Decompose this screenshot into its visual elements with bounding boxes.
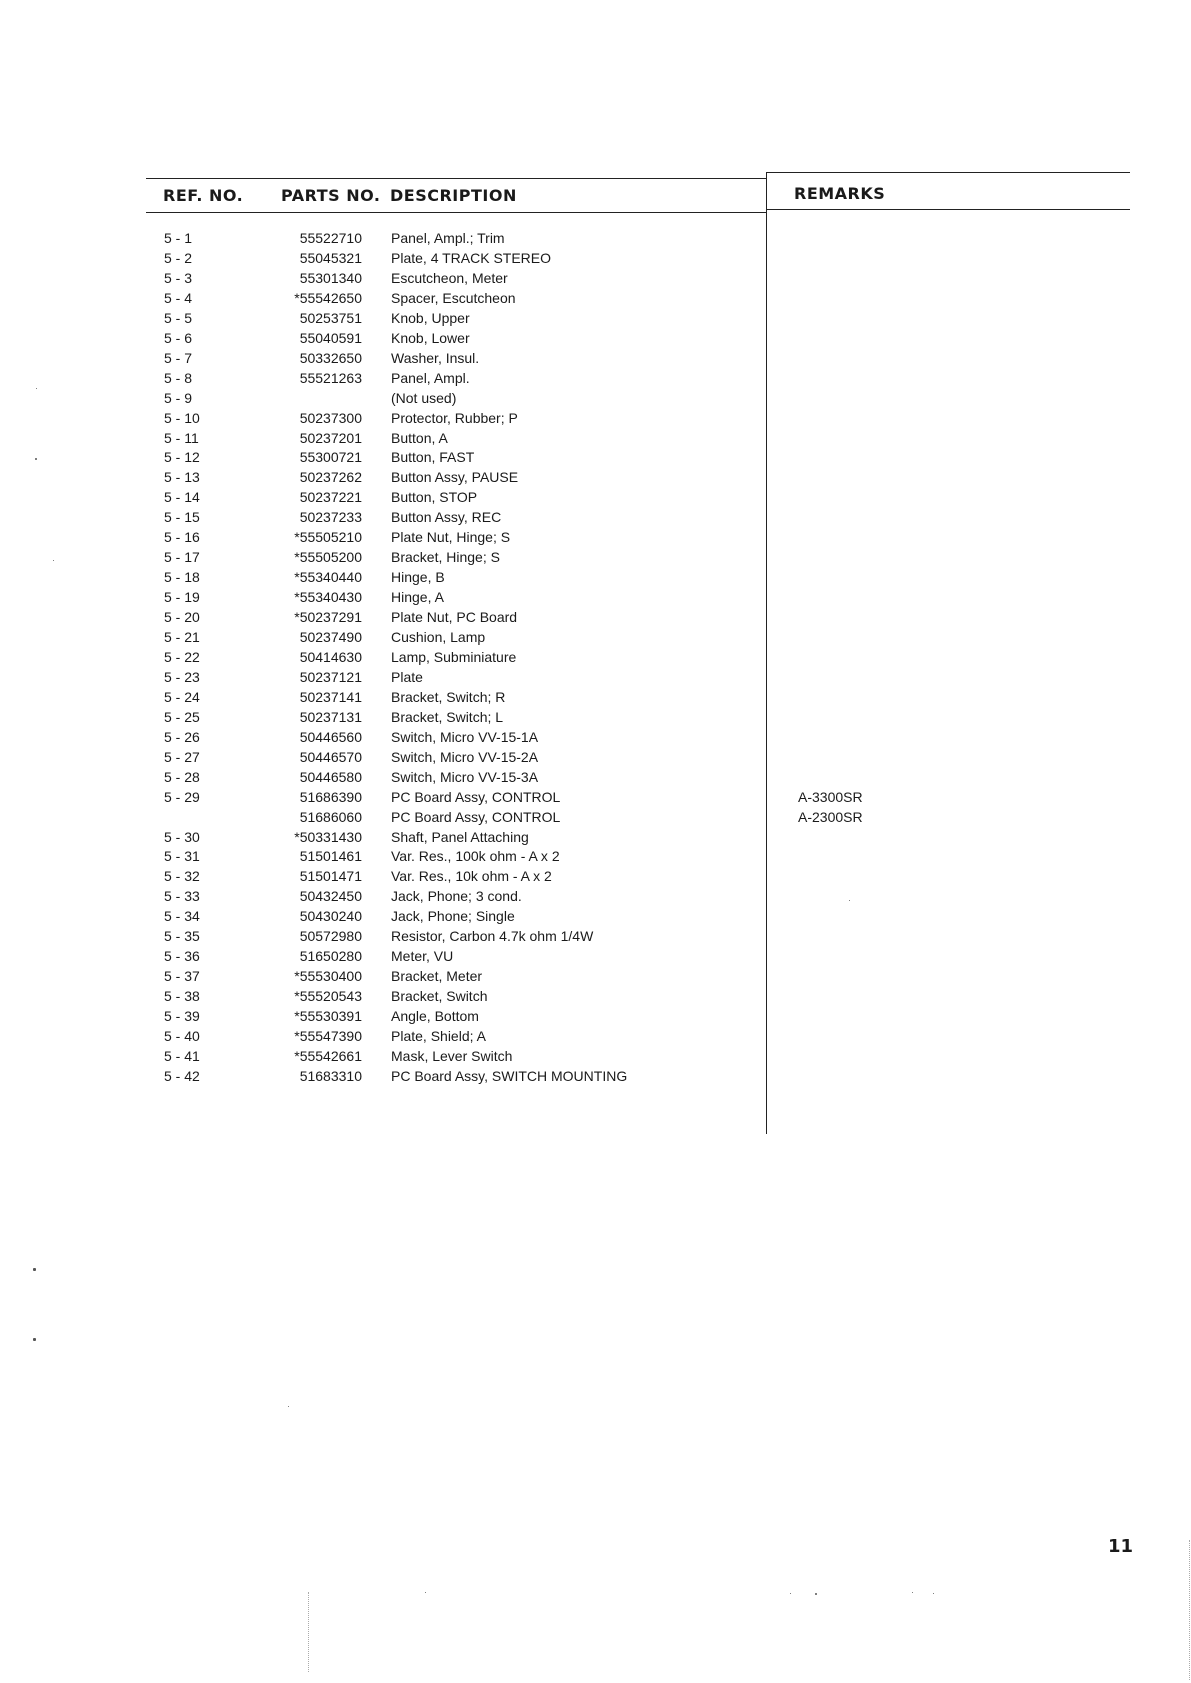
ref-no-cell: 5 - 40 [164,1028,200,1044]
table-row [0,747,1191,767]
parts-no-cell: *55530391 [294,1008,362,1025]
table-row [0,1006,1191,1026]
scan-speck [33,1268,36,1271]
parts-no-cell: 51686060 [299,808,362,825]
parts-no-cell: *55340430 [294,589,362,606]
table-row [0,447,1191,467]
parts-no-cell: *55542650 [294,289,362,306]
table-row [0,1026,1191,1046]
top-rule-left [146,178,766,179]
description-cell: Shaft, Panel Attaching [391,828,529,845]
table-row [0,388,1191,408]
parts-no-cell: 50253751 [299,309,362,326]
ref-no-cell: 5 - 4 [164,289,193,306]
ref-no-cell: 5 - 12 [164,449,200,466]
scan-speck [933,1593,934,1594]
remarks-cell: A-3300SR [798,788,863,805]
ref-no-cell: 5 - 17 [164,549,200,566]
parts-no-cell: 50446570 [299,748,362,765]
table-row [0,248,1191,268]
table-row [0,487,1191,507]
ref-no-cell: 5 - 30 [164,828,200,845]
description-cell: Plate Nut, PC Board [391,609,518,626]
scan-speck [790,1593,791,1594]
table-row [0,866,1191,886]
table-row [0,827,1191,847]
header-parts-no: PARTS NO. [281,186,381,205]
ref-no-cell: 5 - 8 [164,369,193,386]
ref-no-cell: 5 - 25 [164,708,200,725]
table-row [0,846,1191,866]
parts-no-cell: *55520543 [294,988,362,1005]
table-row [0,1046,1191,1066]
table-row [0,607,1191,627]
description-cell: Plate Nut, Hinge; S [391,529,511,546]
ref-no-cell: 5 - 29 [164,788,200,805]
table-row [0,268,1191,288]
table-row [0,946,1191,966]
ref-no-cell: 5 - 1 [164,230,193,246]
scan-speck [35,458,37,460]
parts-no-cell: *55505200 [294,549,362,566]
scan-speck [849,900,850,901]
ref-no-cell: 5 - 9 [164,389,193,406]
parts-no-cell: 50237221 [299,489,362,506]
parts-no-cell: 51501461 [299,848,362,865]
ref-no-cell: 5 - 16 [164,529,200,546]
description-cell: PC Board Assy, CONTROL [391,808,561,825]
table-row [0,348,1191,368]
ref-no-cell: 5 - 28 [164,768,200,785]
description-cell: Button Assy, PAUSE [391,469,519,486]
ref-no-cell: 5 - 35 [164,928,200,945]
scan-speck [912,1592,913,1593]
description-cell: Plate, Shield; A [391,1028,486,1044]
ref-no-cell: 5 - 27 [164,748,200,765]
description-cell: Switch, Micro VV-15-3A [391,768,539,785]
parts-no-cell: *55547390 [294,1028,362,1044]
ref-no-cell: 5 - 13 [164,469,200,486]
description-cell: Switch, Micro VV-15-2A [391,748,539,765]
parts-no-cell: 55522710 [299,230,362,246]
description-cell: Angle, Bottom [391,1008,479,1025]
header-bottom-rule-right [766,209,1130,210]
parts-no-cell: *50237291 [294,609,362,626]
parts-no-cell: 50414630 [299,648,362,665]
table-row [0,308,1191,328]
scan-speck [815,1593,817,1595]
scan-speck [36,388,37,389]
table-row [0,587,1191,607]
parts-no-cell: 55521263 [299,369,362,386]
scan-dotted-mark [308,1592,309,1672]
parts-no-cell: 50332650 [299,349,362,366]
description-cell: Plate, 4 TRACK STEREO [391,249,552,266]
description-cell: Button, FAST [391,449,475,466]
scan-speck [33,1338,36,1341]
description-cell: PC Board Assy, CONTROL [391,788,561,805]
ref-no-cell: 5 - 3 [164,269,193,286]
table-row [0,926,1191,946]
table-row [0,647,1191,667]
ref-no-cell: 5 - 7 [164,349,193,366]
table-row [0,328,1191,348]
scan-speck [425,1592,426,1593]
table-row [0,667,1191,687]
parts-no-cell: 50237131 [299,708,362,725]
description-cell: Knob, Lower [391,329,470,346]
table-row [0,627,1191,647]
table-row [0,906,1191,926]
description-cell: Panel, Ampl. [391,369,470,386]
ref-no-cell: 5 - 18 [164,569,200,586]
description-cell: Bracket, Meter [391,968,483,985]
scan-dotted-mark [1189,1540,1190,1680]
description-cell: Jack, Phone; 3 cond. [391,888,522,905]
table-row [0,1066,1191,1086]
parts-no-cell: 50237233 [299,509,362,526]
table-row [0,807,1191,827]
ref-no-cell: 5 - 10 [164,409,200,426]
parts-no-cell: 51686390 [299,788,362,805]
table-row [0,767,1191,787]
description-cell: PC Board Assy, SWITCH MOUNTING [391,1067,628,1084]
table-row [0,467,1191,487]
description-cell: Plate [391,668,423,685]
description-cell: Knob, Upper [391,309,470,326]
description-cell: Bracket, Hinge; S [391,549,500,566]
ref-no-cell: 5 - 24 [164,688,200,705]
ref-no-cell: 5 - 22 [164,648,200,665]
parts-no-cell: 50446560 [299,728,362,745]
table-row [0,966,1191,986]
description-cell: Protector, Rubber; P [391,409,518,426]
parts-no-cell: 50432450 [299,888,362,905]
parts-no-cell: *55530400 [294,968,362,985]
remarks-cell: A-2300SR [798,808,863,825]
table-row [0,886,1191,906]
parts-no-cell: 50446580 [299,768,362,785]
header-bottom-rule-left [146,212,766,213]
description-cell: Jack, Phone; Single [391,908,515,925]
description-cell: Hinge, A [391,589,444,606]
top-rule-right [766,172,1130,173]
ref-no-cell: 5 - 38 [164,988,200,1005]
parts-no-cell: *55542661 [294,1047,362,1064]
parts-no-cell: 50237300 [299,409,362,426]
table-row [0,547,1191,567]
ref-no-cell: 5 - 32 [164,868,200,885]
parts-no-cell: 50237262 [299,469,362,486]
description-cell: Meter, VU [391,948,454,965]
description-cell: Spacer, Escutcheon [391,289,516,306]
parts-no-cell: 50237201 [299,429,362,446]
table-row [0,527,1191,547]
description-cell: Lamp, Subminiature [391,648,517,665]
header-remarks: REMARKS [794,184,886,203]
ref-no-cell: 5 - 31 [164,848,200,865]
ref-no-cell: 5 - 37 [164,968,200,985]
header-description: DESCRIPTION [390,186,517,205]
description-cell: Bracket, Switch; R [391,688,506,705]
ref-no-cell: 5 - 26 [164,728,200,745]
ref-no-cell: 5 - 6 [164,329,193,346]
description-cell: Washer, Insul. [391,349,480,366]
description-cell: Button, STOP [391,489,478,506]
table-row [0,428,1191,448]
parts-no-cell: 55045321 [299,249,362,266]
description-cell: Button, A [391,429,448,446]
header-ref-no: REF. NO. [163,186,244,205]
ref-no-cell: 5 - 36 [164,948,200,965]
parts-no-cell: 55040591 [299,329,362,346]
description-cell: Bracket, Switch [391,988,488,1005]
ref-no-cell: 5 - 34 [164,908,200,925]
description-cell: Var. Res., 100k ohm - A x 2 [391,848,560,865]
ref-no-cell: 5 - 15 [164,509,200,526]
description-cell: Switch, Micro VV-15-1A [391,728,539,745]
table-row [0,787,1191,807]
ref-no-cell: 5 - 42 [164,1067,200,1084]
ref-no-cell: 5 - 11 [164,429,199,446]
parts-no-cell: *55505210 [294,529,362,546]
description-cell: Var. Res., 10k ohm - A x 2 [391,868,552,885]
description-cell: Button Assy, REC [391,509,502,526]
parts-no-cell: 55300721 [299,449,362,466]
ref-no-cell: 5 - 14 [164,489,200,506]
description-cell: Cushion, Lamp [391,629,486,645]
table-row [0,727,1191,747]
table-row [0,687,1191,707]
parts-no-cell: 50237121 [299,668,362,685]
description-cell: Bracket, Switch; L [391,708,504,725]
ref-no-cell: 5 - 20 [164,609,200,626]
table-row [0,986,1191,1006]
description-cell: Resistor, Carbon 4.7k ohm 1/4W [391,928,594,945]
ref-no-cell: 5 - 21 [164,629,200,645]
parts-no-cell: 51501471 [299,868,362,885]
description-cell: Mask, Lever Switch [391,1047,513,1064]
table-row [0,507,1191,527]
parts-no-cell: 51650280 [299,948,362,965]
parts-no-cell: 50237490 [299,629,362,645]
parts-no-cell: 50237141 [299,688,362,705]
parts-no-cell: 51683310 [299,1067,362,1084]
page-number: 11 [1108,1536,1134,1557]
scan-speck [53,560,54,561]
ref-no-cell: 5 - 23 [164,668,200,685]
parts-no-cell: 50572980 [299,928,362,945]
table-row [0,408,1191,428]
table-row [0,567,1191,587]
ref-no-cell: 5 - 2 [164,249,193,266]
description-cell: Escutcheon, Meter [391,269,508,286]
description-cell: Panel, Ampl.; Trim [391,230,505,246]
table-row [0,228,1191,248]
table-row [0,707,1191,727]
ref-no-cell: 5 - 33 [164,888,200,905]
description-cell: (Not used) [391,389,457,406]
parts-no-cell: *55340440 [294,569,362,586]
ref-no-cell: 5 - 41 [164,1047,200,1064]
scan-speck [288,1406,289,1407]
parts-no-cell: 50430240 [299,908,362,925]
ref-no-cell: 5 - 39 [164,1008,200,1025]
table-row [0,288,1191,308]
parts-no-cell: *50331430 [294,828,362,845]
table-row [0,368,1191,388]
parts-no-cell: 55301340 [299,269,362,286]
description-cell: Hinge, B [391,569,445,586]
ref-no-cell: 5 - 5 [164,309,193,326]
ref-no-cell: 5 - 19 [164,589,200,606]
